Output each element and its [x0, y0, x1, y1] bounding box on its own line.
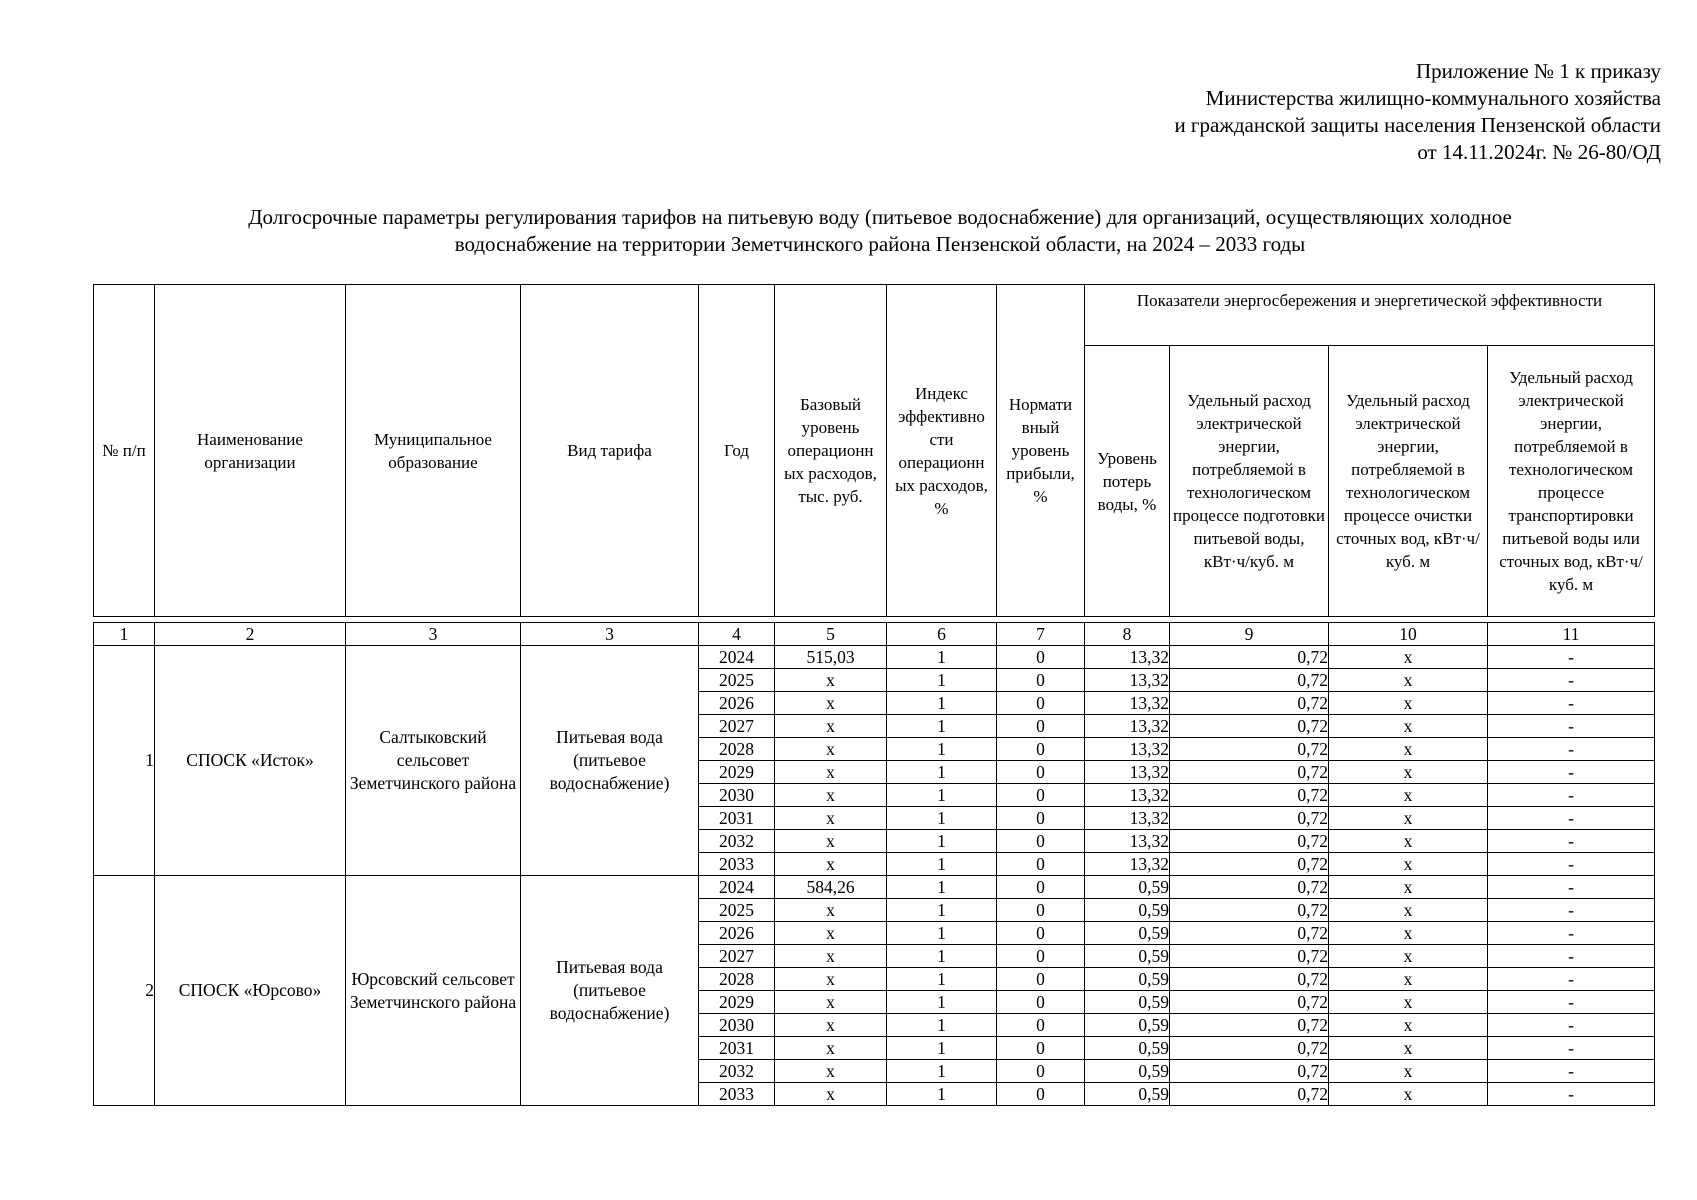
year-cell: 2024 [699, 876, 775, 899]
profit-level-cell: 0 [997, 1037, 1085, 1060]
efficiency-index-cell: 1 [887, 968, 997, 991]
efficiency-index-cell: 1 [887, 715, 997, 738]
header-el-transport: Удельный расход электрической энергии, потребляемой в технологическом процессе транспортировки питьевой воды или сточных вод, кВт·ч/куб. м [1488, 346, 1655, 617]
el-water-cell: 0,72 [1170, 738, 1329, 761]
base-cost-cell: x [775, 1060, 887, 1083]
el-transport-cell: - [1488, 853, 1655, 876]
el-sewage-cell: x [1329, 646, 1488, 669]
el-water-cell: 0,72 [1170, 715, 1329, 738]
column-number: 6 [887, 623, 997, 646]
year-cell: 2029 [699, 761, 775, 784]
header-el-water: Удельный расход электрической энергии, потребляемой в технологическом процессе подготовки питьевой воды, кВт·ч/куб. м [1170, 346, 1329, 617]
el-sewage-cell: x [1329, 1083, 1488, 1106]
year-cell: 2030 [699, 784, 775, 807]
el-transport-cell: - [1488, 715, 1655, 738]
el-water-cell: 0,72 [1170, 853, 1329, 876]
column-number: 3 [346, 623, 521, 646]
column-number: 10 [1329, 623, 1488, 646]
base-cost-cell: x [775, 738, 887, 761]
base-cost-cell: 584,26 [775, 876, 887, 899]
el-sewage-cell: x [1329, 738, 1488, 761]
efficiency-index-cell: 1 [887, 1083, 997, 1106]
water-loss-cell: 13,32 [1085, 669, 1170, 692]
el-sewage-cell: x [1329, 784, 1488, 807]
profit-level-cell: 0 [997, 669, 1085, 692]
el-water-cell: 0,72 [1170, 1060, 1329, 1083]
el-water-cell: 0,72 [1170, 692, 1329, 715]
profit-level-cell: 0 [997, 715, 1085, 738]
org-number-cell: 1 [94, 646, 155, 876]
header-base: Базовый уровень операционн ых расходов, тыс. руб. [775, 285, 887, 617]
el-transport-cell: - [1488, 692, 1655, 715]
document-title [60, 204, 1697, 258]
year-cell: 2025 [699, 669, 775, 692]
el-transport-cell: - [1488, 1060, 1655, 1083]
efficiency-index-cell: 1 [887, 692, 997, 715]
water-loss-cell: 13,32 [1085, 761, 1170, 784]
header-energy-group: Показатели энергосбережения и энергетической эффективности [1085, 285, 1655, 346]
water-loss-cell: 0,59 [1085, 876, 1170, 899]
title-line: водоснабжение на территории Земетчинского района Пензенской области, на 2024 – 2033 годы [454, 232, 1306, 256]
water-loss-cell: 0,59 [1085, 1037, 1170, 1060]
profit-level-cell: 0 [997, 692, 1085, 715]
efficiency-index-cell: 1 [887, 899, 997, 922]
column-numbers-row [94, 623, 1655, 646]
el-sewage-cell: x [1329, 1014, 1488, 1037]
efficiency-index-cell: 1 [887, 1014, 997, 1037]
water-loss-cell: 0,59 [1085, 1083, 1170, 1106]
column-number: 11 [1488, 623, 1655, 646]
el-water-cell: 0,72 [1170, 784, 1329, 807]
el-sewage-cell: x [1329, 830, 1488, 853]
el-transport-cell: - [1488, 646, 1655, 669]
year-cell: 2025 [699, 899, 775, 922]
el-sewage-cell: x [1329, 692, 1488, 715]
el-water-cell: 0,72 [1170, 1083, 1329, 1106]
municipality-cell: Юрсовский сельсовет Земетчинского района [346, 876, 521, 1106]
el-sewage-cell: x [1329, 807, 1488, 830]
el-sewage-cell: x [1329, 715, 1488, 738]
water-loss-cell: 13,32 [1085, 784, 1170, 807]
column-number: 2 [155, 623, 346, 646]
el-water-cell: 0,72 [1170, 876, 1329, 899]
el-water-cell: 0,72 [1170, 922, 1329, 945]
base-cost-cell: x [775, 1037, 887, 1060]
header-loss: Уровень потерь воды, % [1085, 346, 1170, 617]
profit-level-cell: 0 [997, 738, 1085, 761]
year-cell: 2033 [699, 853, 775, 876]
year-cell: 2027 [699, 715, 775, 738]
base-cost-cell: x [775, 669, 887, 692]
profit-level-cell: 0 [997, 945, 1085, 968]
column-number: 3 [521, 623, 699, 646]
base-cost-cell: x [775, 761, 887, 784]
el-transport-cell: - [1488, 807, 1655, 830]
el-transport-cell: - [1488, 830, 1655, 853]
header-num: № п/п [94, 285, 155, 617]
org-name-cell: СПОСК «Юрсово» [155, 876, 346, 1106]
column-number: 5 [775, 623, 887, 646]
el-water-cell: 0,72 [1170, 1037, 1329, 1060]
water-loss-cell: 13,32 [1085, 646, 1170, 669]
profit-level-cell: 0 [997, 899, 1085, 922]
municipality-cell: Салтыковский сельсовет Земетчинского района [346, 646, 521, 876]
el-water-cell: 0,72 [1170, 761, 1329, 784]
el-sewage-cell: x [1329, 991, 1488, 1014]
base-cost-cell: x [775, 945, 887, 968]
profit-level-cell: 0 [997, 646, 1085, 669]
year-cell: 2026 [699, 922, 775, 945]
profit-level-cell: 0 [997, 1060, 1085, 1083]
header-line: Приложение № 1 к приказу [1416, 59, 1661, 83]
el-sewage-cell: x [1329, 922, 1488, 945]
table-row [94, 876, 1655, 899]
water-loss-cell: 0,59 [1085, 991, 1170, 1014]
el-transport-cell: - [1488, 738, 1655, 761]
el-water-cell: 0,72 [1170, 968, 1329, 991]
base-cost-cell: x [775, 1083, 887, 1106]
header-org: Наименование организации [155, 285, 346, 617]
efficiency-index-cell: 1 [887, 922, 997, 945]
profit-level-cell: 0 [997, 1083, 1085, 1106]
year-cell: 2026 [699, 692, 775, 715]
el-transport-cell: - [1488, 991, 1655, 1014]
base-cost-cell: x [775, 715, 887, 738]
el-water-cell: 0,72 [1170, 830, 1329, 853]
table-body [94, 285, 1655, 1106]
efficiency-index-cell: 1 [887, 853, 997, 876]
profit-level-cell: 0 [997, 922, 1085, 945]
water-loss-cell: 0,59 [1085, 899, 1170, 922]
el-sewage-cell: x [1329, 899, 1488, 922]
efficiency-index-cell: 1 [887, 876, 997, 899]
base-cost-cell: x [775, 922, 887, 945]
el-transport-cell: - [1488, 1083, 1655, 1106]
efficiency-index-cell: 1 [887, 1037, 997, 1060]
el-transport-cell: - [1488, 669, 1655, 692]
el-transport-cell: - [1488, 876, 1655, 899]
column-number: 9 [1170, 623, 1329, 646]
tariff-type-cell: Питьевая вода (питьевое водоснабжение) [521, 876, 699, 1106]
water-loss-cell: 0,59 [1085, 1014, 1170, 1037]
base-cost-cell: x [775, 853, 887, 876]
el-transport-cell: - [1488, 968, 1655, 991]
efficiency-index-cell: 1 [887, 784, 997, 807]
base-cost-cell: x [775, 784, 887, 807]
base-cost-cell: 515,03 [775, 646, 887, 669]
profit-level-cell: 0 [997, 1014, 1085, 1037]
header-tariff: Вид тарифа [521, 285, 699, 617]
year-cell: 2030 [699, 1014, 775, 1037]
el-transport-cell: - [1488, 945, 1655, 968]
year-cell: 2032 [699, 830, 775, 853]
year-cell: 2031 [699, 1037, 775, 1060]
water-loss-cell: 13,32 [1085, 738, 1170, 761]
profit-level-cell: 0 [997, 876, 1085, 899]
column-number: 1 [94, 623, 155, 646]
el-transport-cell: - [1488, 1037, 1655, 1060]
efficiency-index-cell: 1 [887, 646, 997, 669]
base-cost-cell: x [775, 692, 887, 715]
year-cell: 2024 [699, 646, 775, 669]
el-water-cell: 0,72 [1170, 899, 1329, 922]
title-line: Долгосрочные параметры регулирования тарифов на питьевую воду (питьевое водоснабжение) для организаций, осуществляющих холодное [248, 205, 1512, 229]
efficiency-index-cell: 1 [887, 945, 997, 968]
el-sewage-cell: x [1329, 1037, 1488, 1060]
profit-level-cell: 0 [997, 853, 1085, 876]
profit-level-cell: 0 [997, 807, 1085, 830]
header-el-sewage: Удельный расход электрической энергии, потребляемой в технологическом процессе очистки сточных вод, кВт·ч/куб. м [1329, 346, 1488, 617]
header-line: от 14.11.2024г. № 26-80/ОД [1417, 140, 1661, 164]
table-row [94, 646, 1655, 669]
year-cell: 2029 [699, 991, 775, 1014]
header-row [94, 285, 1655, 346]
efficiency-index-cell: 1 [887, 830, 997, 853]
efficiency-index-cell: 1 [887, 669, 997, 692]
header-profit: Нормати вный уровень прибыли, % [997, 285, 1085, 617]
base-cost-cell: x [775, 1014, 887, 1037]
water-loss-cell: 13,32 [1085, 715, 1170, 738]
el-water-cell: 0,72 [1170, 807, 1329, 830]
efficiency-index-cell: 1 [887, 991, 997, 1014]
year-cell: 2031 [699, 807, 775, 830]
base-cost-cell: x [775, 807, 887, 830]
tariff-type-cell: Питьевая вода (питьевое водоснабжение) [521, 646, 699, 876]
el-sewage-cell: x [1329, 669, 1488, 692]
el-transport-cell: - [1488, 761, 1655, 784]
water-loss-cell: 0,59 [1085, 1060, 1170, 1083]
water-loss-cell: 0,59 [1085, 968, 1170, 991]
tariff-parameters-table [93, 284, 1655, 1106]
base-cost-cell: x [775, 899, 887, 922]
water-loss-cell: 13,32 [1085, 853, 1170, 876]
header-line: и гражданской защиты населения Пензенской области [1174, 113, 1661, 137]
el-sewage-cell: x [1329, 853, 1488, 876]
el-sewage-cell: x [1329, 761, 1488, 784]
column-number: 4 [699, 623, 775, 646]
year-cell: 2033 [699, 1083, 775, 1106]
org-name-cell: СПОСК «Исток» [155, 646, 346, 876]
base-cost-cell: x [775, 991, 887, 1014]
profit-level-cell: 0 [997, 968, 1085, 991]
water-loss-cell: 13,32 [1085, 692, 1170, 715]
base-cost-cell: x [775, 830, 887, 853]
year-cell: 2028 [699, 968, 775, 991]
el-water-cell: 0,72 [1170, 1014, 1329, 1037]
year-cell: 2032 [699, 1060, 775, 1083]
profit-level-cell: 0 [997, 761, 1085, 784]
water-loss-cell: 0,59 [1085, 945, 1170, 968]
org-number-cell: 2 [94, 876, 155, 1106]
el-transport-cell: - [1488, 899, 1655, 922]
el-sewage-cell: x [1329, 945, 1488, 968]
efficiency-index-cell: 1 [887, 807, 997, 830]
el-water-cell: 0,72 [1170, 646, 1329, 669]
efficiency-index-cell: 1 [887, 761, 997, 784]
water-loss-cell: 13,32 [1085, 807, 1170, 830]
year-cell: 2028 [699, 738, 775, 761]
el-transport-cell: - [1488, 1014, 1655, 1037]
document-header [1174, 58, 1661, 166]
el-sewage-cell: x [1329, 968, 1488, 991]
el-water-cell: 0,72 [1170, 669, 1329, 692]
el-water-cell: 0,72 [1170, 991, 1329, 1014]
header-year: Год [699, 285, 775, 617]
header-index: Индекс эффективно сти операционн ых расходов, % [887, 285, 997, 617]
column-number: 7 [997, 623, 1085, 646]
profit-level-cell: 0 [997, 830, 1085, 853]
water-loss-cell: 0,59 [1085, 922, 1170, 945]
profit-level-cell: 0 [997, 991, 1085, 1014]
header-line: Министерства жилищно-коммунального хозяйства [1205, 86, 1661, 110]
el-transport-cell: - [1488, 922, 1655, 945]
header-municipality: Муниципальное образование [346, 285, 521, 617]
el-transport-cell: - [1488, 784, 1655, 807]
base-cost-cell: x [775, 968, 887, 991]
el-sewage-cell: x [1329, 1060, 1488, 1083]
profit-level-cell: 0 [997, 784, 1085, 807]
el-water-cell: 0,72 [1170, 945, 1329, 968]
column-number: 8 [1085, 623, 1170, 646]
el-sewage-cell: x [1329, 876, 1488, 899]
efficiency-index-cell: 1 [887, 738, 997, 761]
efficiency-index-cell: 1 [887, 1060, 997, 1083]
water-loss-cell: 13,32 [1085, 830, 1170, 853]
year-cell: 2027 [699, 945, 775, 968]
